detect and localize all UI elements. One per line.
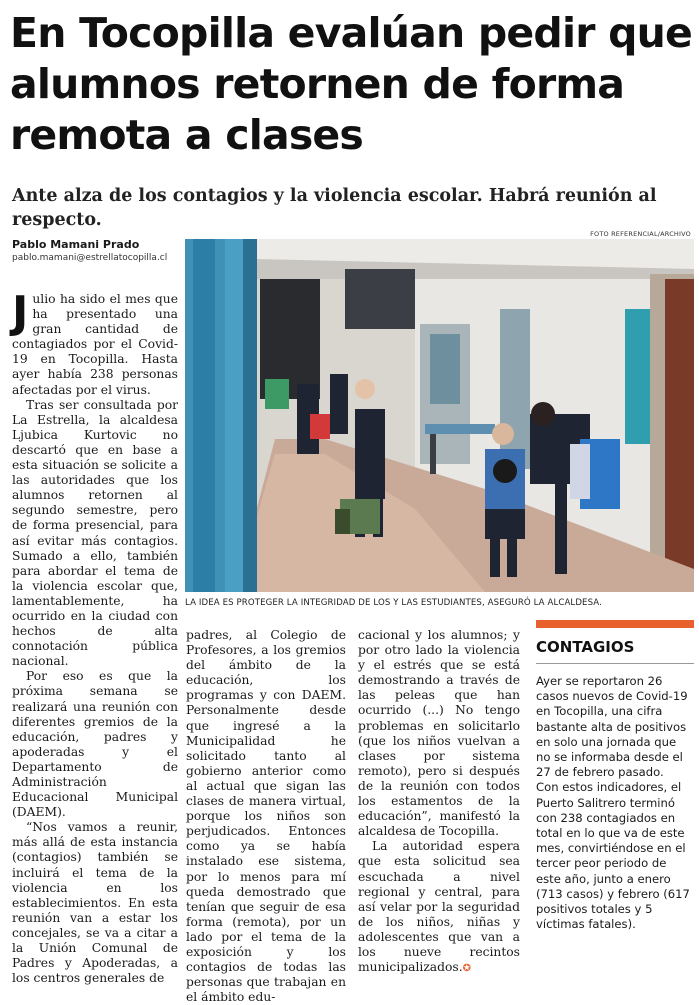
- subheadline: Ante alza de los contagios y la violencia escolar. Habrá reunión al respecto.: [12, 186, 657, 230]
- paragraph-text: La autoridad espera que esta solicitud sea escuchada a nivel regional y central, para así velar por la seguridad de los niños, niñas y adolescentes que van a los nueve recintos municipalizados.: [358, 839, 520, 975]
- article-column-2: [186, 628, 346, 1005]
- contagios-sidebar: [536, 620, 694, 974]
- sidebar-body: [536, 674, 694, 932]
- sidebar-title: CONTAGIOS: [536, 638, 635, 656]
- sidebar-paragraph: Con estos indicadores, el Puerto Salitrero terminó con 238 contagiados en total en lo que va de este mes, convirtiéndose en el tercer peor periodo de este año, junto a enero (713 casos) y febrero (617 positivos totales y 5 víctimas fatales).: [536, 780, 690, 932]
- photo-credit: FOTO REFERENCIAL/ARCHIVO: [590, 230, 691, 238]
- byline: [12, 238, 182, 264]
- headline: En Tocopilla evalúan pedir que alumnos retornen de forma remota a clases: [10, 9, 693, 159]
- paragraph: padres, al Colegio de Profesores, a los gremios del ámbito de la educación, los programas y con DAEM. Personalmente desde que ingresé a la Municipalidad he solicitado tanto al gobierno anterior como al actual que sigan las clases de manera virtual, porque los niños son perjudicados. Entonces como ya se había instalado ese sistema, por lo menos para mí queda demostrado que tenían que seguir de esa forma (remota), por un lado por el tema de la exposición y los contagios de todas las personas que trabajan en el ámbito edu-: [186, 628, 346, 1005]
- paragraph: “Nos vamos a reunir, más allá de esta instancia (contagios) también se incluirá el tema de la violencia en los establecimientos. En esta reunión van a estar los concejales, se va a citar a la Unión Comunal de Padres y Apoderadas, a los centros generales de: [12, 820, 178, 986]
- photo-caption: LA IDEA ES PROTEGER LA INTEGRIDAD DE LOS Y LAS ESTUDIANTES, ASEGURÓ LA ALCALDESA.: [185, 598, 602, 608]
- author-email[interactable]: pablo.mamani@estrellatocopilla.cl: [12, 253, 168, 263]
- sidebar-accent-bar: [536, 620, 694, 628]
- school-corridor-photo: [185, 239, 694, 592]
- paragraph-text: ulio ha sido el mes que ha presentado una gran cantidad de contagiados por el Covid-19 en Tocopilla. Hasta ayer había 238 personas afectadas por el virus.: [12, 292, 178, 397]
- paragraph: [358, 839, 520, 976]
- drop-cap: J: [12, 287, 29, 338]
- paragraph: Por eso es que la próxima semana se realizará una reunión con diferentes gremios de la educación, padres y apoderadas y el Departamento de Administración Educacional Municipal (DAEM).: [12, 669, 178, 820]
- paragraph: [12, 287, 178, 398]
- sidebar-paragraph: Ayer se reportaron 26 casos nuevos de Covid-19 en Tocopilla, una cifra bastante alta de positivos en solo una jornada que no se informaba desde el 27 de febrero pasado.: [536, 674, 688, 780]
- paragraph: cacional y los alumnos; y por otro lado la violencia y el estrés que se está demostrando a través de las peleas que han ocurrido (...) No tengo problemas en solicitarlo (que los niños vuelvan a clases por sistema remoto), pero si después de la reunión con todos los estamentos de la educación”, manifestó la alcaldesa de Tocopilla.: [358, 628, 520, 839]
- article-column-3: [358, 628, 520, 976]
- end-mark-icon: ✪: [462, 963, 472, 975]
- article-photo: [185, 239, 694, 592]
- paragraph: Tras ser consultada por La Estrella, la alcaldesa Ljubica Kurtovic no descartó que en base a esta situación se solicite a las autoridades que los alumnos retornen al segundo semestre, pero de forma presencial, para así evitar más contagios. Sumado a ello, también para abordar el tema de la violencia escolar que, lamentablemente, ha ocurrido en la ciudad con hechos de alta connotación pública nacional.: [12, 397, 178, 669]
- article-column-1: [12, 287, 178, 986]
- author-name: Pablo Mamani Prado: [12, 238, 140, 251]
- sidebar-divider: [536, 663, 694, 664]
